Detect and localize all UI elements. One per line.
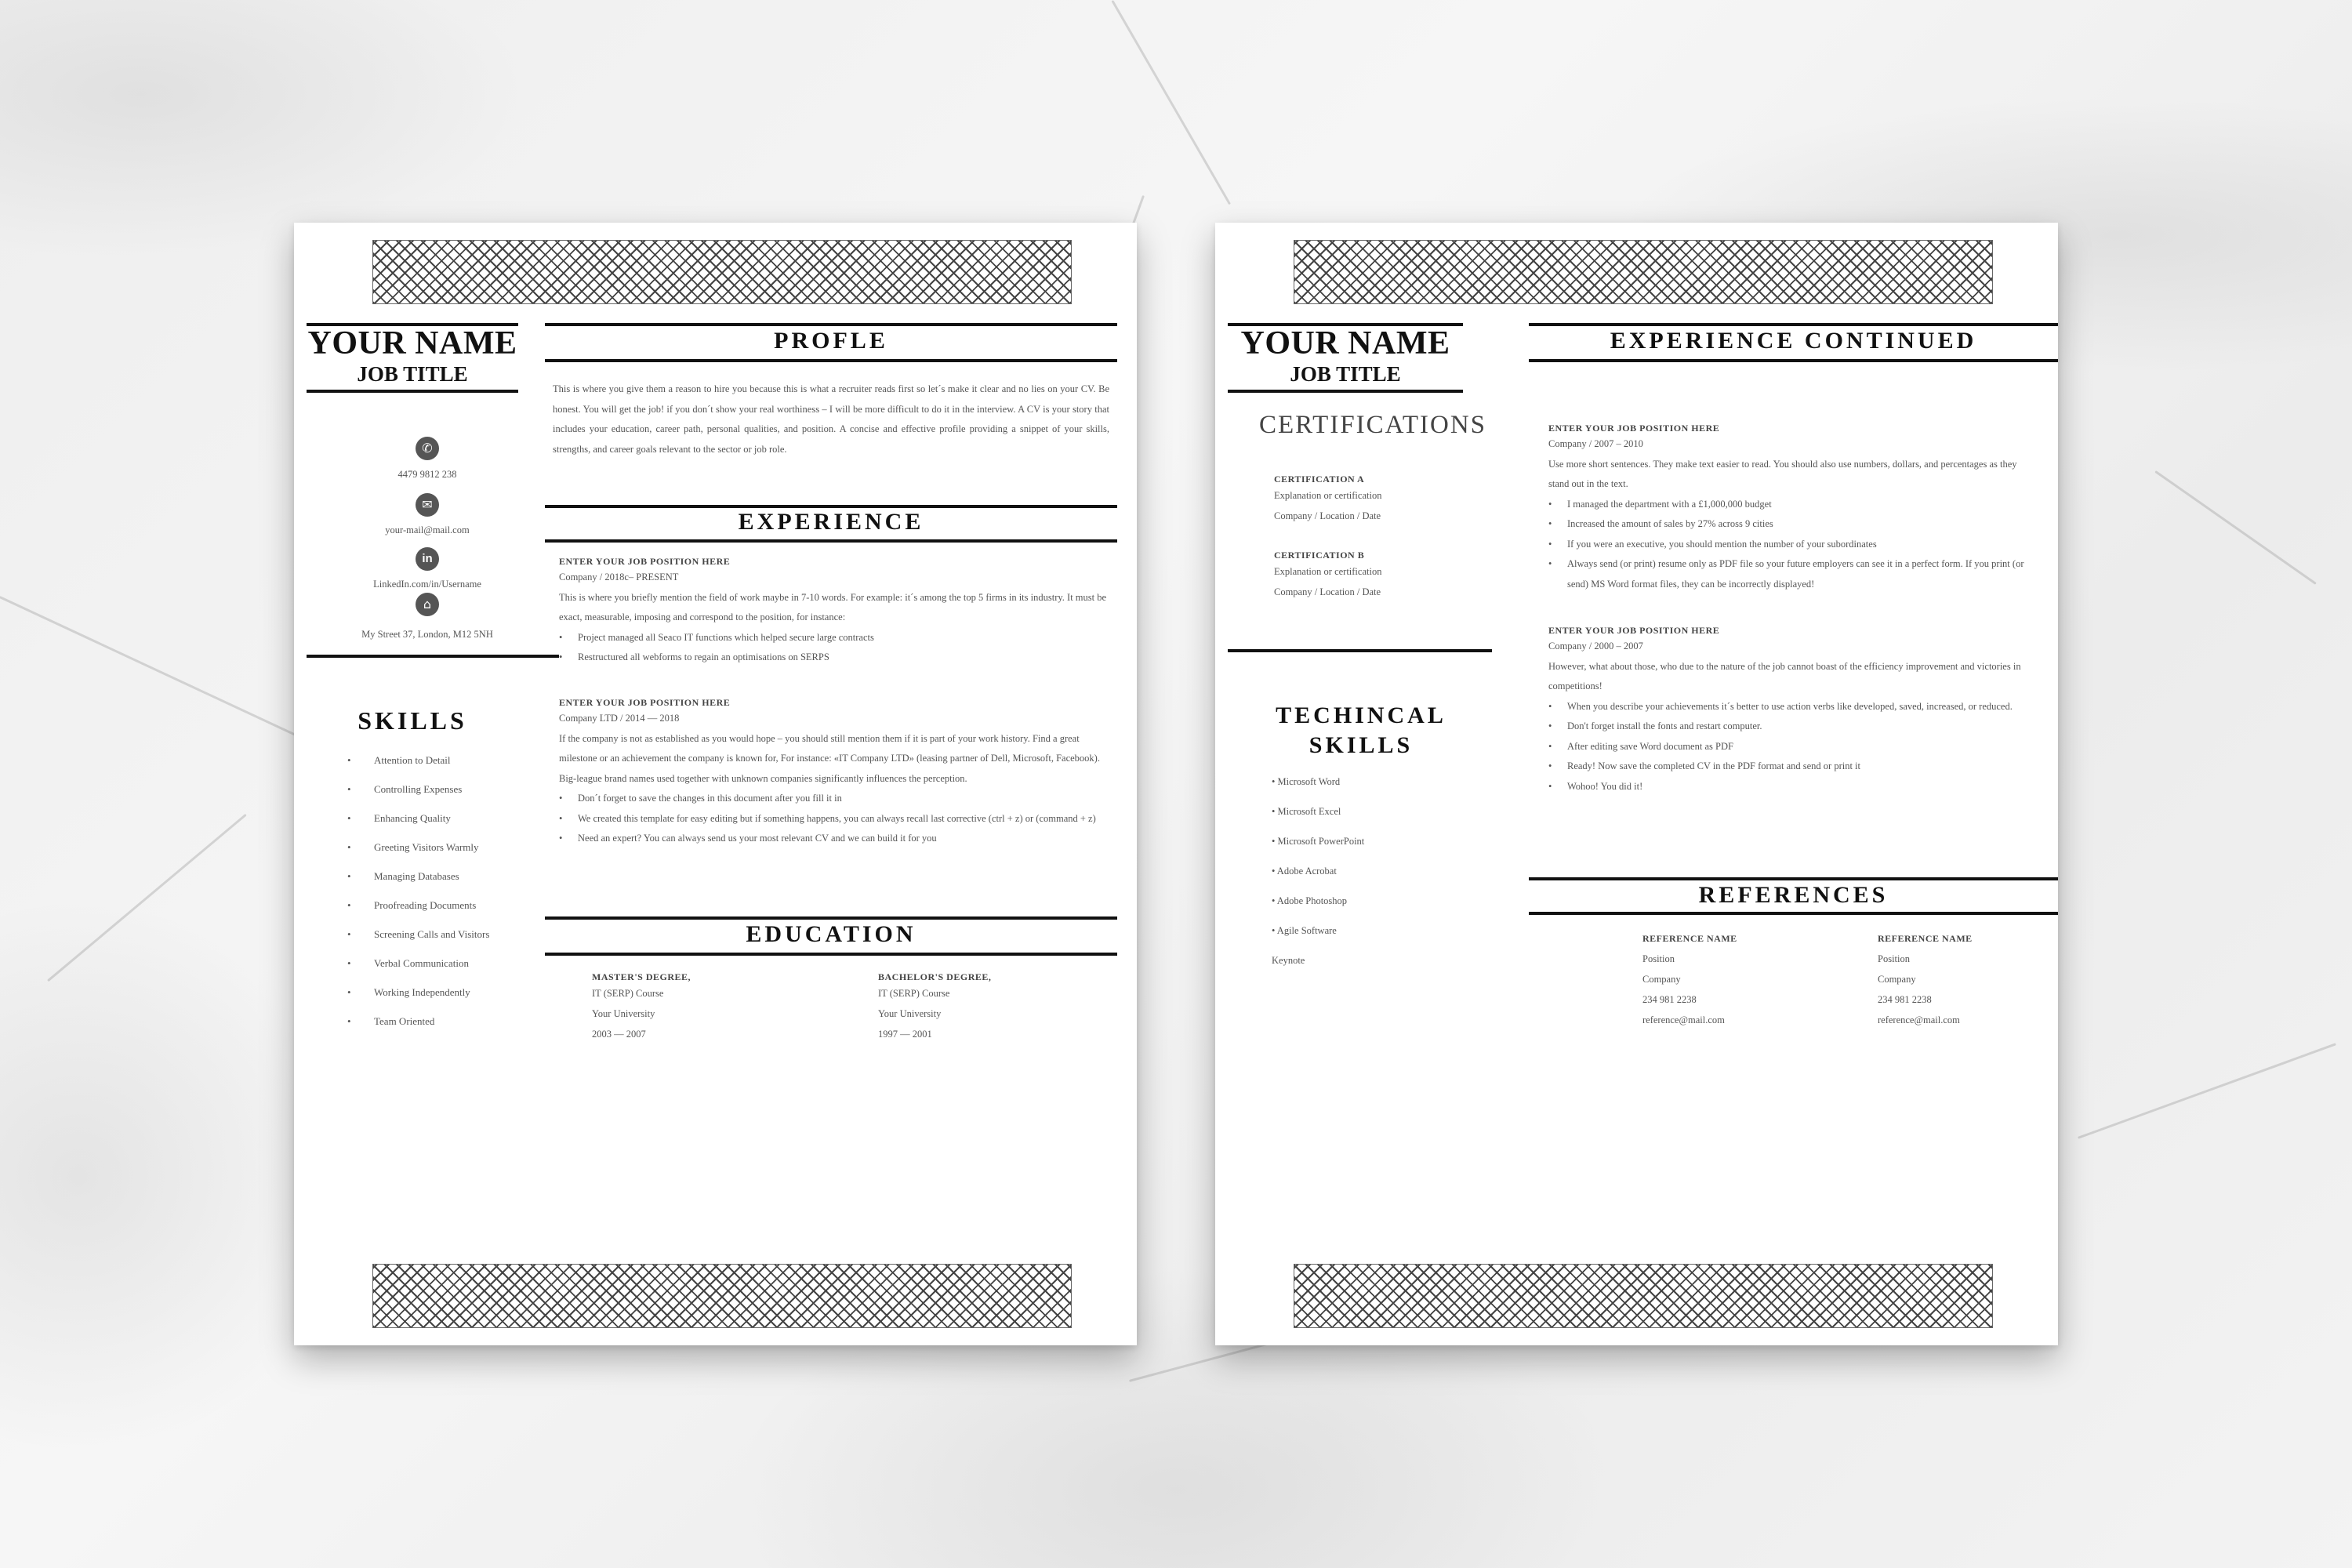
job-bullet: • After editing save Word document as PDF <box>1548 737 2038 757</box>
header-pattern-decoration <box>1294 240 1993 304</box>
certification-name: CERTIFICATION B <box>1274 550 1365 561</box>
job-bullet: • Don't forget install the fonts and restart computer. <box>1548 717 2038 737</box>
job-bullet: • Restructured all webforms to regain an optimisations on SERPS <box>559 648 1112 668</box>
experience-title: EXPERIENCE <box>738 509 924 535</box>
divider <box>545 916 1117 920</box>
reference-position: Position <box>1878 953 1910 964</box>
job-bullet: • We created this template for easy editing but if something happens, you can always recall last corrective (ctrl + z) or (command + z) <box>559 809 1112 829</box>
skills-title: SKILLS <box>358 706 467 735</box>
job-bullet: • When you describe your achievements it´s better to use action verbs like developed, saved, increased, or reduced. <box>1548 697 2038 717</box>
education-school: Your University <box>592 1008 655 1019</box>
phone-icon: ✆ <box>416 437 439 460</box>
profile-text: This is where you give them a reason to hire you because this is what a recruiter reads first so let´s make it clear and no lies on your CV. Be honest. You will get the job! if you don´t show your real worthiness – I will be more difficult to do it in the interview. A CV is your story that includes your education, career path, personal qualities, and position. A concise and effective profile providing a snippet of your skills, strengths, and career goals relevant to the sector or job role. <box>553 383 1109 455</box>
divider <box>545 323 1117 326</box>
divider <box>1228 649 1492 652</box>
experience-job-4 <box>1548 625 2038 797</box>
education-course: IT (SERP) Course <box>592 988 664 999</box>
divider <box>545 359 1117 362</box>
job-bullet: • Increased the amount of sales by 27% across 9 cities <box>1548 514 2038 535</box>
technical-skills-list <box>1272 767 1491 975</box>
reference-name: REFERENCE NAME <box>1878 933 1973 944</box>
divider <box>1529 912 2058 915</box>
divider <box>1228 390 1463 393</box>
job-bullet: • Always send (or print) resume only as PDF file so your future employers can see it in a perfect form. If you print (or send) MS Word format files, they can be incorrectly displayed! <box>1548 554 2038 594</box>
job-description: This is where you briefly mention the field of work maybe in 7-10 words. For example: it´s among the top 5 firms in its industry. It must be exact, measurable, imposing and correspond to the position, for instance: <box>559 591 1107 622</box>
job-bullets <box>559 789 1112 849</box>
skills-list <box>347 746 520 1036</box>
job-bullet: • Ready! Now save the completed CV in the PDF format and send or print it <box>1548 757 2038 777</box>
technical-skills-title-line2: SKILLS <box>1308 732 1414 758</box>
resume-job-title: JOB TITLE <box>357 362 468 386</box>
footer-pattern-decoration <box>1294 1264 1993 1328</box>
experience-job-3 <box>1548 423 2038 594</box>
skill-item: • Enhancing Quality <box>347 804 520 833</box>
education-entry-2 <box>878 971 1113 1044</box>
education-school: Your University <box>878 1008 942 1019</box>
education-title: EDUCATION <box>746 921 916 947</box>
resume-page-1 <box>294 223 1137 1345</box>
divider <box>307 655 559 658</box>
job-description: If the company is not as established as you would hope – you should still mention them if it is part of your work history. Find a great milestone or an achievement the company is known for, For instance: «IT Company LTD» (leasing partner of Dell, Microsoft, Facebook). Big-league brand names used together with unknown companies significantly influences the perception. <box>559 732 1100 784</box>
linkedin-icon: in <box>416 547 439 571</box>
divider <box>545 953 1117 956</box>
reference-phone: 234 981 2238 <box>1642 994 1697 1005</box>
technical-skill-item: • Microsoft Excel <box>1272 806 1341 817</box>
divider <box>1529 877 2058 880</box>
reference-name: REFERENCE NAME <box>1642 933 1737 944</box>
job-bullet: • I managed the department with a £1,000,000 budget <box>1548 495 2038 515</box>
skill-item: • Verbal Communication <box>347 949 520 978</box>
marble-vein <box>1111 0 1231 205</box>
job-bullet: • Wohoo! You did it! <box>1548 777 2038 797</box>
technical-skill-item: Keynote <box>1272 955 1305 966</box>
job-description: However, what about those, who due to the nature of the job cannot boast of the efficiency improvement and victories in competitions! <box>1548 660 2021 691</box>
reference-email: reference@mail.com <box>1878 1014 1960 1025</box>
certification-item <box>1274 550 1509 602</box>
technical-skill-item: • Microsoft PowerPoint <box>1272 836 1365 847</box>
job-company: Company LTD / 2014 — 2018 <box>559 713 680 724</box>
technical-skills-title-line1: TECHINCAL <box>1276 702 1446 728</box>
certification-name: CERTIFICATION A <box>1274 474 1365 485</box>
contact-linkedin: LinkedIn.com/in/Username <box>373 579 481 590</box>
job-company: Company / 2007 – 2010 <box>1548 438 1643 449</box>
job-bullets <box>1548 495 2038 595</box>
education-degree: BACHELOR'S DEGREE, <box>878 971 992 982</box>
contact-address: My Street 37, London, M12 5NH <box>361 629 493 640</box>
experience-continued-title: EXPERIENCE CONTINUED <box>1610 328 1977 354</box>
reference-email: reference@mail.com <box>1642 1014 1725 1025</box>
job-bullets <box>559 628 1112 668</box>
marble-vein <box>47 814 247 982</box>
references-title: REFERENCES <box>1698 882 1889 908</box>
footer-pattern-decoration <box>372 1264 1072 1328</box>
home-icon: ⌂ <box>416 593 439 616</box>
skill-item: • Working Independently <box>347 978 520 1007</box>
contact-phone: 4479 9812 238 <box>397 469 457 480</box>
marble-vein <box>2078 1043 2336 1139</box>
job-position: ENTER YOUR JOB POSITION HERE <box>1548 625 1720 636</box>
divider <box>307 390 518 393</box>
job-bullets <box>1548 697 2038 797</box>
skill-item: • Controlling Expenses <box>347 775 520 804</box>
job-bullet: • Don´t forget to save the changes in this document after you fill it in <box>559 789 1112 809</box>
certification-explanation: Explanation or certification <box>1274 490 1382 501</box>
skill-item: • Greeting Visitors Warmly <box>347 833 520 862</box>
skill-item: • Screening Calls and Visitors <box>347 920 520 949</box>
job-company: Company / 2000 – 2007 <box>1548 641 1643 652</box>
technical-skill-item: • Microsoft Word <box>1272 776 1341 787</box>
reference-company: Company <box>1642 974 1681 985</box>
technical-skill-item: • Adobe Photoshop <box>1272 895 1348 906</box>
job-bullet: • Project managed all Seaco IT functions which helped secure large contracts <box>559 628 1112 648</box>
job-bullet: • Need an expert? You can always send us your most relevant CV and we can build it for you <box>559 829 1112 849</box>
header-pattern-decoration <box>372 240 1072 304</box>
marble-vein <box>0 596 299 737</box>
divider <box>545 505 1117 508</box>
certifications-title: CERTIFICATIONS <box>1258 411 1487 439</box>
education-years: 2003 — 2007 <box>592 1029 646 1040</box>
education-years: 1997 — 2001 <box>878 1029 932 1040</box>
experience-job-2 <box>559 697 1112 849</box>
job-description: Use more short sentences. They make text easier to read. You should also use numbers, dollars, and percentages as they stand out in the text. <box>1548 458 2017 489</box>
job-position: ENTER YOUR JOB POSITION HERE <box>559 556 731 567</box>
profile-title: PROFLE <box>774 328 888 354</box>
skill-item: • Team Oriented <box>347 1007 520 1036</box>
technical-skill-item: • Agile Software <box>1272 925 1337 936</box>
resume-name: YOUR NAME <box>1240 325 1450 361</box>
resume-name: YOUR NAME <box>307 325 517 361</box>
education-degree: MASTER'S DEGREE, <box>592 971 691 982</box>
job-position: ENTER YOUR JOB POSITION HERE <box>1548 423 1720 434</box>
reference-entry-2 <box>1878 928 2050 1030</box>
reference-position: Position <box>1642 953 1675 964</box>
resume-job-title: JOB TITLE <box>1290 362 1401 386</box>
resume-page-2 <box>1215 223 2058 1345</box>
job-position: ENTER YOUR JOB POSITION HERE <box>559 697 731 708</box>
certification-details: Company / Location / Date <box>1274 510 1381 521</box>
job-company: Company / 2018c– PRESENT <box>559 572 679 583</box>
certification-item <box>1274 474 1509 526</box>
contact-email: your-mail@mail.com <box>385 524 470 535</box>
education-entry-1 <box>592 971 858 1044</box>
reference-company: Company <box>1878 974 1916 985</box>
skill-item: • Managing Databases <box>347 862 520 891</box>
divider <box>1529 359 2058 362</box>
divider <box>545 539 1117 543</box>
skill-item: • Proofreading Documents <box>347 891 520 920</box>
divider <box>1529 323 2058 326</box>
certification-explanation: Explanation or certification <box>1274 566 1382 577</box>
job-bullet: • If you were an executive, you should mention the number of your subordinates <box>1548 535 2038 555</box>
reference-entry-1 <box>1642 928 1838 1030</box>
reference-phone: 234 981 2238 <box>1878 994 1932 1005</box>
skill-item: • Attention to Detail <box>347 746 520 775</box>
education-course: IT (SERP) Course <box>878 988 950 999</box>
envelope-icon: ✉ <box>416 493 439 517</box>
technical-skills-title <box>1228 701 1494 760</box>
experience-job-1 <box>559 556 1112 668</box>
marble-vein <box>2154 470 2317 585</box>
certification-details: Company / Location / Date <box>1274 586 1381 597</box>
technical-skill-item: • Adobe Acrobat <box>1272 866 1337 877</box>
